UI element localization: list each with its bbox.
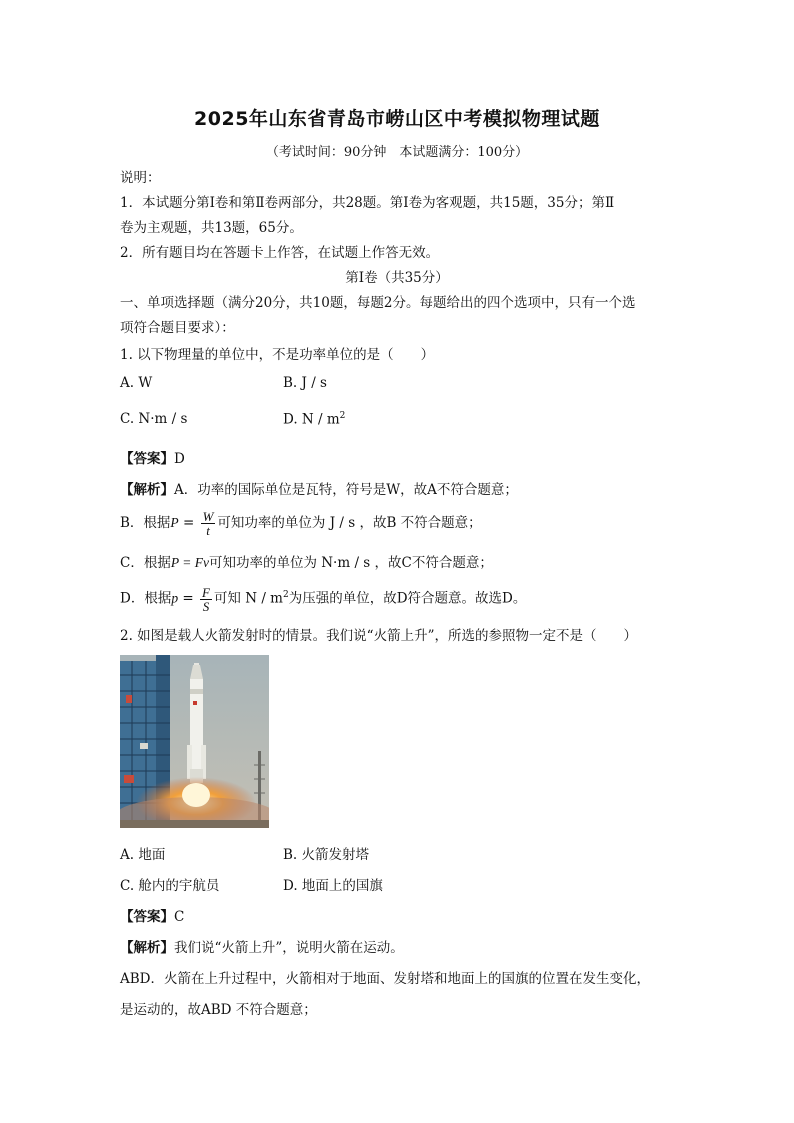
q1-analysis-d-fraction [200, 586, 212, 613]
q2-answer [120, 905, 184, 925]
q1-analysis-b-eq: = [178, 515, 199, 531]
q1-analysis-b-lhs: P [170, 515, 179, 530]
q2-answer-value: C [174, 909, 185, 925]
q1-analysis-a-text: A．功率的国际单位是瓦特，符号是W，故A不符合题意； [174, 482, 518, 498]
q2-option-c: C. 舱内的宇航员 [120, 878, 220, 894]
q1-analysis-d-post: 为压强的单位，故D符合题意。故选D。 [288, 590, 527, 607]
q1-option-c: C. N·m / s [120, 411, 188, 427]
fraction-denominator: t [206, 523, 210, 538]
q1-answer [120, 447, 185, 467]
q2-analysis-tag: 【解析】 [120, 940, 174, 956]
q1-analysis-d-eq: = [178, 590, 198, 607]
fraction-denominator: S [202, 598, 210, 614]
q2-option-b: B. 火箭发射塔 [283, 847, 370, 863]
q1-analysis-b [120, 504, 482, 542]
q1-analysis-b-fraction [201, 510, 216, 537]
q1-analysis-d-pre: D．根据 [120, 590, 172, 607]
q1-analysis-a [120, 478, 518, 498]
q2-analysis-1-text: 我们说“火箭上升”，说明火箭在运动。 [174, 940, 404, 956]
fraction-numerator: F [201, 584, 210, 600]
section1-heading: 一、单项选择题（满分20分，共10题，每题2分。每题给出的四个选项中，只有一个选 [120, 295, 636, 311]
rocket-launch-image [120, 655, 269, 828]
q1-answer-tag: 【答案】 [120, 451, 174, 467]
q1-analysis-d-lhs: p [171, 590, 179, 606]
q1-analysis-d-mid: 可知 N / m [213, 590, 283, 607]
instruction-item-1: 1．本试题分第Ⅰ卷和第Ⅱ卷两部分，共28题。第Ⅰ卷为客观题，共15题，35分；第Ⅱ [120, 195, 615, 211]
instruction-item-1-cont: 卷为主观题，共13题，65分。 [120, 220, 303, 236]
q1-analysis-c [120, 551, 493, 571]
fraction-numerator: W [202, 509, 214, 524]
instruction-item-2: 2．所有题目均在答题卡上作答，在试题上作答无效。 [120, 245, 440, 261]
q1-analysis-c-pre: C．根据 [120, 555, 171, 571]
q1-option-b: B. J / s [283, 375, 327, 391]
q1-option-a: A. W [120, 375, 153, 391]
q2-stem: 2. 如图是载人火箭发射时的情景。我们说“火箭上升”，所选的参照物一定不是（ ） [120, 628, 637, 644]
exam-subtitle: （考试时间：90分钟 本试题满分：100分） [265, 145, 529, 160]
section1-heading-cont: 项符合题目要求）： [120, 320, 235, 336]
q2-option-d: D. 地面上的国旗 [283, 878, 383, 894]
q1-analysis-c-formula: P = Fv [170, 555, 209, 570]
q1-analysis-d [120, 576, 526, 618]
q1-option-d-sup: 2 [339, 411, 346, 421]
q1-analysis-d-sup: 2 [282, 590, 289, 600]
q1-answer-value: D [174, 451, 185, 467]
q1-analysis-c-post: 可知功率的单位为 N·m / s ，故C不符合题意； [208, 555, 493, 571]
q2-analysis-1 [120, 936, 404, 956]
q1-option-d-text: D. N / m [283, 411, 340, 428]
q2-option-a: A. 地面 [120, 847, 166, 863]
q1-analysis-b-post: 可知功率的单位为 J / s ，故B 不符合题意； [217, 515, 482, 531]
exam-title: 2025年山东省青岛市崂山区中考模拟物理试题 [194, 108, 600, 130]
q1-option-d [283, 411, 345, 428]
q1-stem: 1. 以下物理量的单位中，不是功率单位的是（ ） [120, 347, 435, 363]
part1-heading: 第Ⅰ卷（共35分） [345, 270, 449, 286]
q1-analysis-b-pre: B．根据 [120, 515, 171, 531]
q2-analysis-3: 是运动的，故ABD 不符合题意； [120, 1002, 317, 1018]
instructions-label: 说明： [120, 170, 161, 186]
q2-analysis-2: ABD．火箭在上升过程中，火箭相对于地面、发射塔和地面上的国旗的位置在发生变化， [120, 971, 650, 987]
q2-answer-tag: 【答案】 [120, 909, 174, 925]
q1-analysis-tag: 【解析】 [120, 482, 174, 498]
